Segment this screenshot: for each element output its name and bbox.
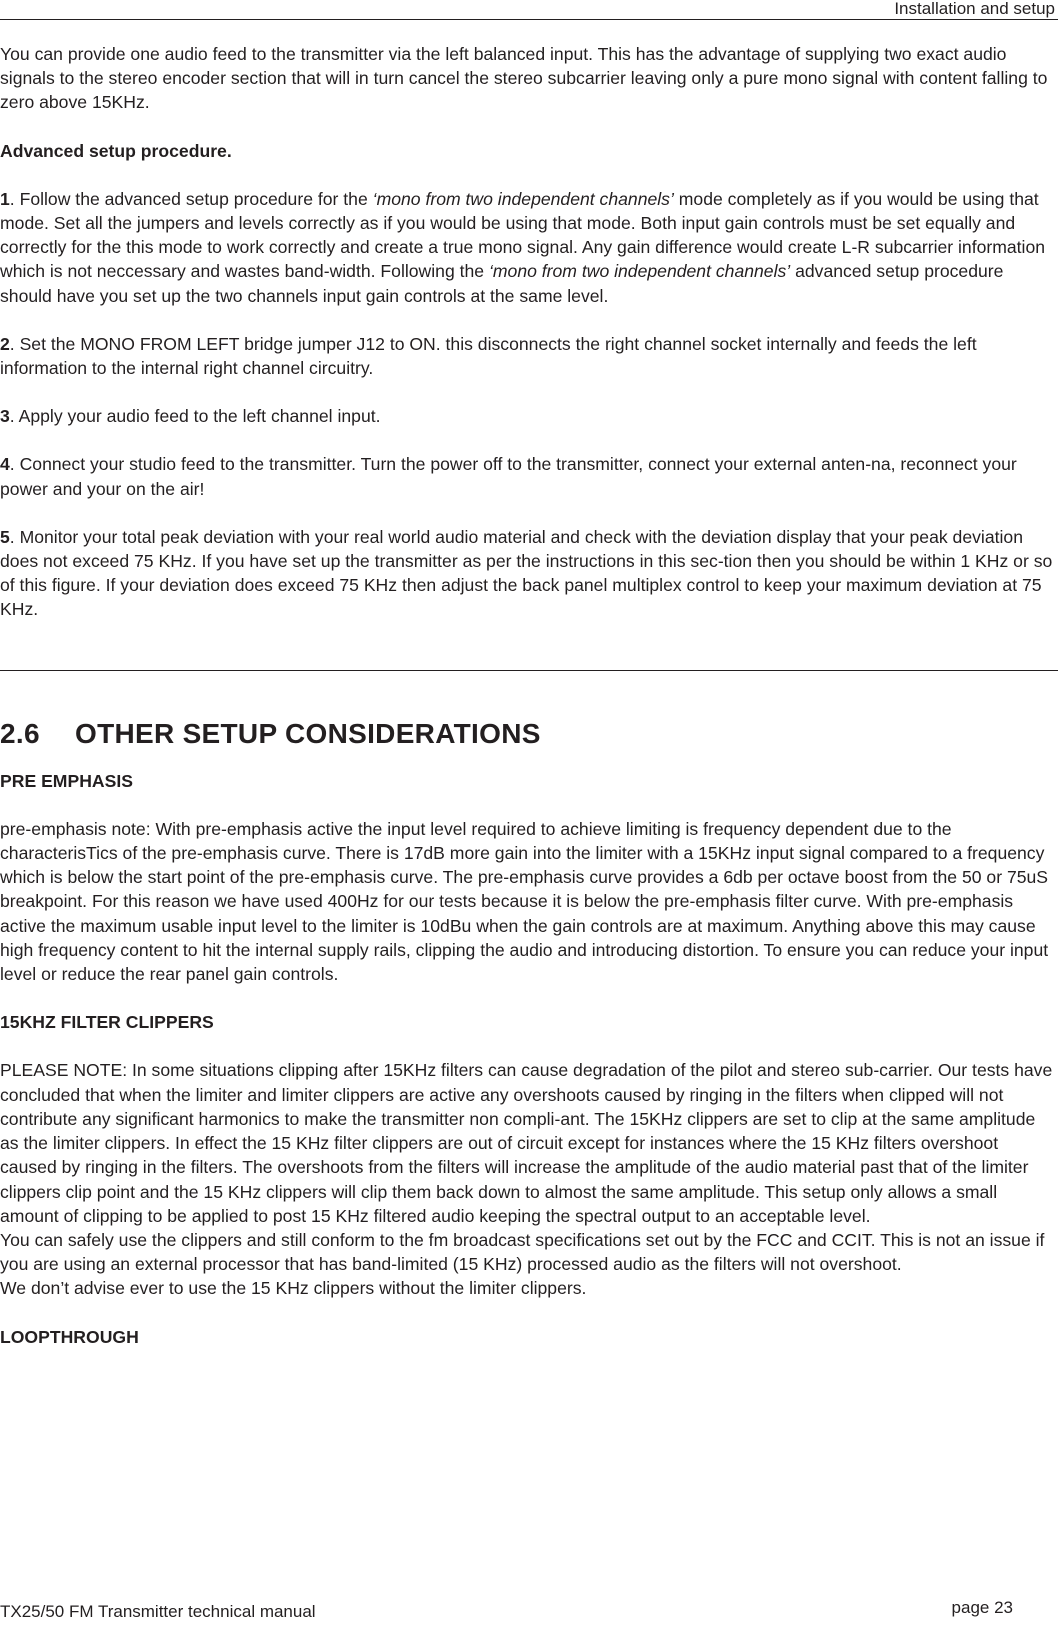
step-3-text: . Apply your audio feed to the left channel input. (9, 406, 381, 427)
pre-emphasis-paragraph: pre-emphasis note: With pre-emphasis active the input level required to achieve limiting is frequency dependent due to the characterisTics of the pre-emphasis curve. There is 17dB more gain into the limiter with a 15KHz input signal compared to a frequency which is below the start point of the pre-emphasis curve. The pre-emphasis curve provides a 6db per octave boost from the 50 or 75uS breakpoint. For this reason we have used 400Hz for our tests because it is below the pre-emphasis filter curve. With pre-emphasis active the maximum usable input level to the limiter is 10dBu when the gain controls are at maximum. Anything above this may cause high frequency content to hit the internal supply rails, clipping the audio and introducing distortion. To ensure you can reduce your input level or reduce the rear panel gain controls. (0, 818, 1049, 985)
step-5-number: 5 (0, 526, 10, 547)
step-1-emphasis-2: ‘mono from two independent channels’ (488, 261, 791, 282)
step-1-text-a: . Follow the advanced setup procedure for the (9, 188, 373, 209)
step-1-text-b: mode completely as if you would be using that mode. Set all the jumpers and levels correctly as if you would be using that mode. Both input gain controls must be set equally and correctly for the this mode to work correctly and create a true mono signal. Any gain difference would create L-R subcarrier information which is not neccessary and wastes band-width. Following the (0, 188, 1046, 282)
loopthrough-heading: LOOPTHROUGH (0, 1326, 139, 1347)
clippers-heading: 15KHZ FILTER CLIPPERS (0, 1012, 214, 1033)
step-4 (0, 452, 1058, 500)
step-2 (0, 332, 1058, 380)
section-title-text: OTHER SETUP CONSIDERATIONS (75, 717, 541, 749)
step-2-number: 2 (0, 333, 10, 354)
clippers-paragraph-3: We don’t advise ever to use the 15 KHz clippers without the limiter clippers. (0, 1278, 587, 1299)
section-number: 2.6 (0, 717, 40, 749)
step-5-text: . Monitor your total peak deviation with your real world audio material and check with the deviation display that your peak deviation does not exceed 75 KHz. If you have set up the transmitter as per the instructions in this sec-tion then you should be within 1 KHz or so of this figure. If your deviation does exceed 75 KHz then adjust the back panel multiplex control to keep your maximum deviation at 75 KHz. (0, 526, 1053, 620)
step-3-number: 3 (0, 406, 10, 427)
footer-manual-title: TX25/50 FM Transmitter technical manual (0, 1602, 316, 1621)
step-2-text: . Set the MONO FROM LEFT bridge jumper J12 to ON. this disconnects the right channel socket internally and feeds the left information to the internal right channel circuitry. (0, 333, 977, 379)
step-4-text: . Connect your studio feed to the transmitter. Turn the power off to the transmitter, connect your external anten-na, reconnect your power and your on the air! (0, 454, 1017, 499)
footer-page-number: page 23 (951, 1598, 1013, 1617)
step-5 (0, 525, 1058, 622)
step-1-text-c: advanced setup procedure should have you set up the two channels input gain controls at the same level. (0, 261, 1004, 306)
clippers-paragraph-2: You can safely use the clippers and still conform to the fm broadcast specifications set out by the FCC and CCIT. This is not an issue if you are using an external processor that has band-limited (15 KHz) processed audio as the filters will not overshoot. (0, 1229, 1045, 1275)
section-title (0, 717, 1058, 751)
step-1-emphasis-1: ‘mono from two independent channels’ (372, 188, 674, 209)
running-header: Installation and setup (884, 0, 1055, 19)
step-1 (0, 187, 1058, 308)
header-rule (0, 19, 1058, 20)
step-4-number: 4 (0, 454, 10, 475)
clippers-paragraph-1: PLEASE NOTE: In some situations clipping after 15KHz filters can cause degradation of the pilot and stereo sub-carrier. Our tests have concluded that when the limiter and limiter clippers are active any overshoots caused by ringing in the filters when clipped will not contribute any significant harmonics to make the transmitter non compli-ant. The 15KHz clippers are set to clip at the same amplitude as the limiter clippers. In effect the 15 KHz filter clippers are out of circuit except for instances where the 15 KHz filters overshoot caused by ringing in the filters. The overshoots from the filters will increase the amplitude of the audio material past that of the limiter clippers clip point and the 15 KHz clippers will clip them back down to almost the same amplitude. This setup only allows a small amount of clipping to be applied to post 15 KHz filtered audio keeping the spectral output to an acceptable level. (0, 1060, 1053, 1226)
step-1-number: 1 (0, 188, 10, 209)
step-3 (0, 404, 1058, 428)
pre-emphasis-heading: PRE EMPHASIS (0, 770, 133, 791)
intro-paragraph: You can provide one audio feed to the transmitter via the left balanced input. This has the advantage of supplying two exact audio signals to the stereo encoder section that will in turn cancel the stereo subcarrier leaving only a pure mono signal with content falling to zero above 15KHz. (0, 44, 1048, 113)
advanced-heading: Advanced setup procedure. (0, 140, 232, 161)
page-content (0, 42, 1058, 1349)
